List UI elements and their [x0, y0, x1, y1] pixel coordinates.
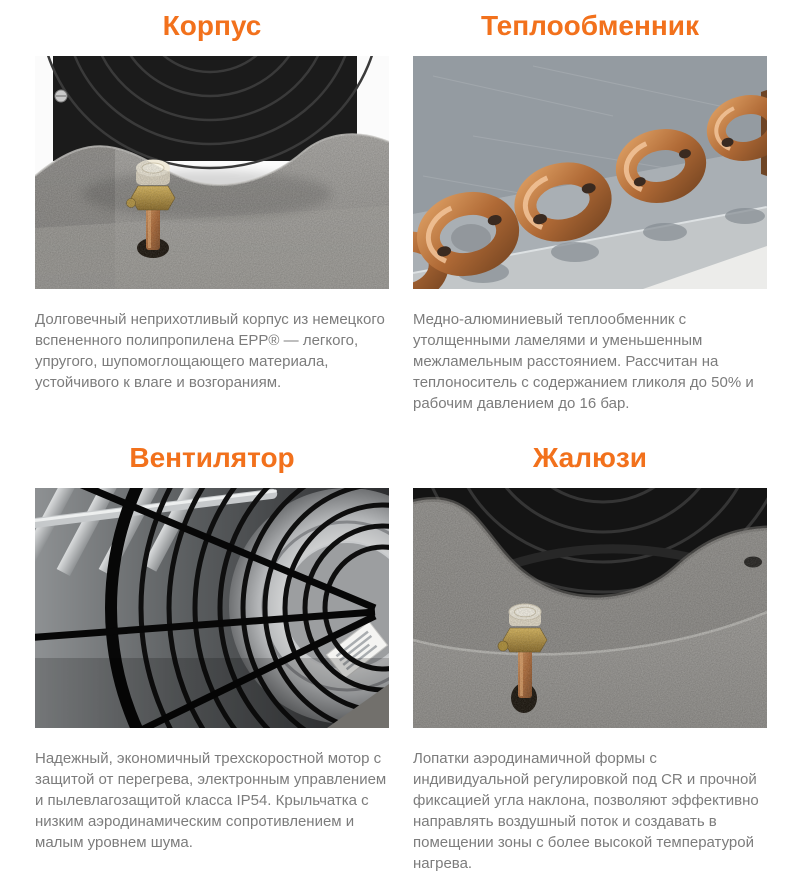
- feature-title: Жалюзи: [532, 442, 648, 473]
- feature-card-fan: [35, 414, 389, 874]
- feature-title: Теплообменник: [480, 10, 700, 41]
- housing-photo: [35, 56, 389, 289]
- feature-card-louvers: [413, 414, 767, 874]
- feature-title: Корпус: [162, 10, 262, 41]
- feature-description: Долговечный неприхотливый корпус из немецкого вспененного полипропилена EPP® — легкого, упругого, шупомоглощающего материала, устойчивого к влаге и возгораниям.: [35, 311, 385, 391]
- feature-description: Медно-алюминиевый теплообменник с утолщенными ламелями и уменьшенным межламельным расстоянием. Рассчитан на теплоноситель с содержанием гликоля до 50% и рабочим давлением до 16 бар.: [413, 311, 754, 412]
- feature-card-housing: [35, 0, 389, 414]
- feature-description: Надежный, экономичный трехскоростной мотор с защитой от перегрева, электронным управлением и пылевлагозащитой класса IP54. Крыльчатка с низким аэродинамическим сопротивлением и малым уровнем шума.: [35, 750, 387, 851]
- feature-description: Лопатки аэродинамичной формы с индивидуальной регулировкой под CR и прочной фиксацией угла наклона, позволяют эффективно направлять воздушный поток и создавать в помещении зоны с более высокой температурой нагрева.: [413, 750, 759, 872]
- heat-exchanger-photo: [413, 56, 767, 289]
- fan-photo: [35, 488, 389, 728]
- feature-card-heat-exchanger: [413, 0, 767, 414]
- feature-title: Вентилятор: [129, 442, 295, 473]
- louvers-photo: [413, 488, 767, 728]
